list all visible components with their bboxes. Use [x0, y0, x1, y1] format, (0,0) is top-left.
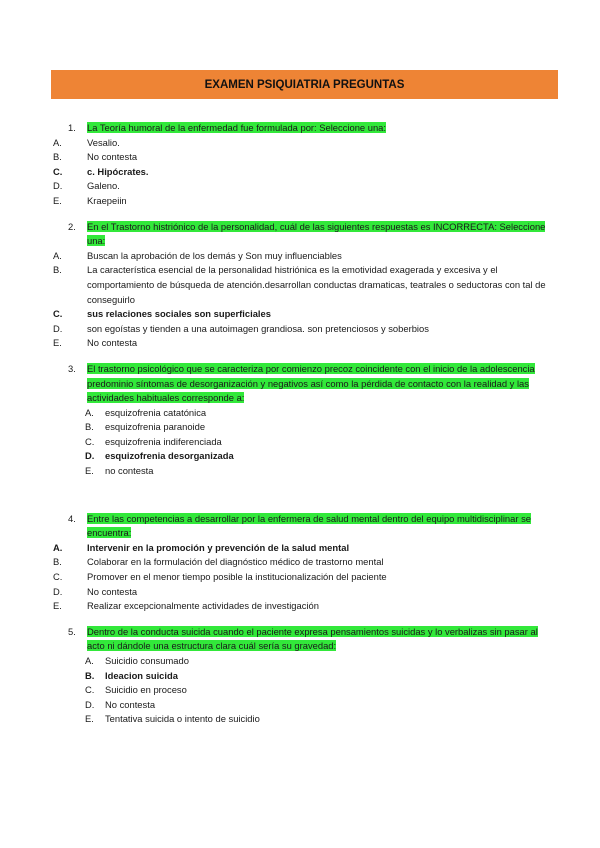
option-c — [85, 435, 558, 450]
option-a-correct — [53, 541, 558, 556]
option-text: Intervenir en la promoción y prevención de la salud mental — [87, 541, 350, 553]
option-d — [53, 179, 558, 194]
option-text: esquizofrenia indiferenciada — [105, 435, 222, 447]
option-text: No contesta — [87, 337, 138, 349]
option-letter: B. — [85, 669, 95, 681]
option-d — [53, 322, 558, 337]
option-letter: D. — [85, 698, 95, 710]
question-number: 3. — [68, 362, 76, 374]
option-b — [53, 150, 558, 165]
option-text: Suicidio consumado — [105, 655, 189, 666]
question-5 — [68, 625, 558, 727]
option-text: Realizar excepcionalmente actividades de investigación — [87, 600, 319, 612]
option-letter: B. — [85, 421, 94, 433]
option-c-correct — [53, 307, 558, 322]
option-c-correct — [53, 165, 558, 180]
question-stem — [68, 362, 558, 406]
option-letter: B. — [53, 151, 62, 163]
option-text: c. Hipócrates. — [87, 165, 149, 177]
exam-title-bar — [51, 70, 558, 99]
option-a — [85, 406, 558, 421]
option-b — [53, 263, 558, 307]
question-3 — [68, 362, 558, 479]
option-letter: A. — [85, 655, 94, 666]
question-stem — [68, 121, 558, 136]
option-letter: A. — [53, 136, 62, 148]
option-letter: D. — [53, 322, 63, 334]
option-e — [85, 464, 558, 479]
option-letter: E. — [53, 600, 62, 612]
option-text: No contesta — [105, 698, 156, 710]
option-text: esquizofrenia catatónica — [105, 406, 207, 418]
option-b — [85, 420, 558, 435]
question-1 — [53, 121, 558, 209]
question-text: Dentro de la conducta suicida cuando el paciente expresa pensamientos suicidas y lo verbalizas sin pasar al acto ni dándole una estructura clara cuál sería su gravedad: — [87, 625, 538, 652]
option-text: No contesta — [87, 151, 138, 163]
options-list — [68, 654, 558, 727]
question-stem — [68, 220, 558, 249]
option-text: La característica esencial de la personalidad histriónica es la emotividad exagerada y excesiva y el comportamiento de búsqueda de atención.desarrollan conductas dramaticas, teatrales o seductoras con tal de conseguirlo — [87, 264, 546, 305]
options-list — [53, 541, 558, 614]
option-text: sus relaciones sociales son superficiales — [87, 308, 271, 320]
option-text: No contesta — [87, 585, 138, 597]
option-text: son egoístas y tienden a una autoimagen grandiosa. son pretenciosos y soberbios — [87, 322, 429, 334]
option-letter: D. — [53, 180, 63, 192]
option-letter: E. — [53, 337, 62, 349]
option-c — [53, 570, 558, 585]
options-list — [68, 406, 558, 479]
option-e — [85, 712, 558, 727]
option-letter: A. — [53, 249, 62, 261]
option-text: Buscan la aprobación de los demás y Son muy influenciables — [87, 249, 342, 261]
option-letter: E. — [85, 465, 94, 477]
option-letter: B. — [53, 264, 62, 276]
option-letter: A. — [85, 406, 94, 418]
option-letter: C. — [53, 165, 63, 177]
option-text: Galeno. — [87, 180, 120, 192]
exam-title: EXAMEN PSIQUIATRIA PREGUNTAS — [204, 78, 405, 91]
option-b — [53, 555, 558, 570]
question-text: Entre las competencias a desarrollar por la enfermera de salud mental dentro del equipo multidisciplinar se encuentra: — [87, 512, 531, 539]
question-number: 4. — [68, 512, 76, 524]
option-text: Vesalio. — [87, 136, 120, 148]
option-letter: E. — [85, 713, 94, 725]
option-a — [53, 136, 558, 151]
option-text: no contesta — [105, 465, 154, 477]
option-letter: B. — [53, 556, 62, 568]
option-letter: C. — [85, 435, 95, 447]
option-letter: C. — [53, 308, 63, 320]
option-d — [53, 585, 558, 600]
options-list — [53, 249, 558, 351]
option-e — [53, 194, 558, 209]
option-text: Suicidio en proceso — [105, 684, 187, 696]
option-text: esquizofrenia paranoide — [105, 421, 206, 433]
option-d — [85, 698, 558, 713]
option-text: Tentativa suicida o intento de suicidio — [105, 713, 260, 725]
option-letter: D. — [53, 585, 63, 597]
option-letter: D. — [85, 450, 95, 462]
option-b-correct — [85, 669, 558, 684]
option-c — [85, 683, 558, 698]
option-letter: A. — [53, 541, 63, 553]
option-text: esquizofrenia desorganizada — [105, 450, 234, 462]
question-text: La Teoría humoral de la enfermedad fue formulada por: Seleccione una: — [87, 122, 386, 133]
option-d-correct — [85, 449, 558, 464]
options-list — [53, 136, 558, 209]
question-number: 5. — [68, 625, 76, 637]
question-number: 2. — [68, 220, 76, 232]
exam-content — [53, 121, 558, 727]
option-text: Promover en el menor tiempo posible la institucionalización del paciente — [87, 571, 387, 583]
question-text: El trastorno psicológico que se caracteriza por comienzo precoz coincidente con el inicio de la adolescencia predominio síntomas de desorganización y negativos así como la pérdida de contacto con la realidad y las actividades habituales corresponde a: — [87, 362, 535, 404]
option-letter: E. — [53, 194, 62, 206]
question-stem — [68, 625, 558, 654]
option-letter: C. — [53, 571, 63, 583]
option-text: Colaborar en la formulación del diagnóstico médico de trastorno mental — [87, 556, 384, 568]
option-a — [53, 249, 558, 264]
option-text: Ideacion suicida — [105, 669, 178, 681]
option-e — [53, 336, 558, 351]
question-2 — [53, 220, 558, 351]
option-letter: C. — [85, 684, 95, 696]
option-a — [85, 654, 558, 669]
option-text: Kraepeiin — [87, 194, 127, 206]
question-4 — [53, 512, 558, 614]
question-text: En el Trastorno histriónico de la personalidad, cuál de las siguientes respuestas es INCORRECTA: Seleccione una: — [87, 220, 546, 247]
question-number: 1. — [68, 122, 76, 133]
question-stem — [68, 512, 558, 541]
option-e — [53, 599, 558, 614]
